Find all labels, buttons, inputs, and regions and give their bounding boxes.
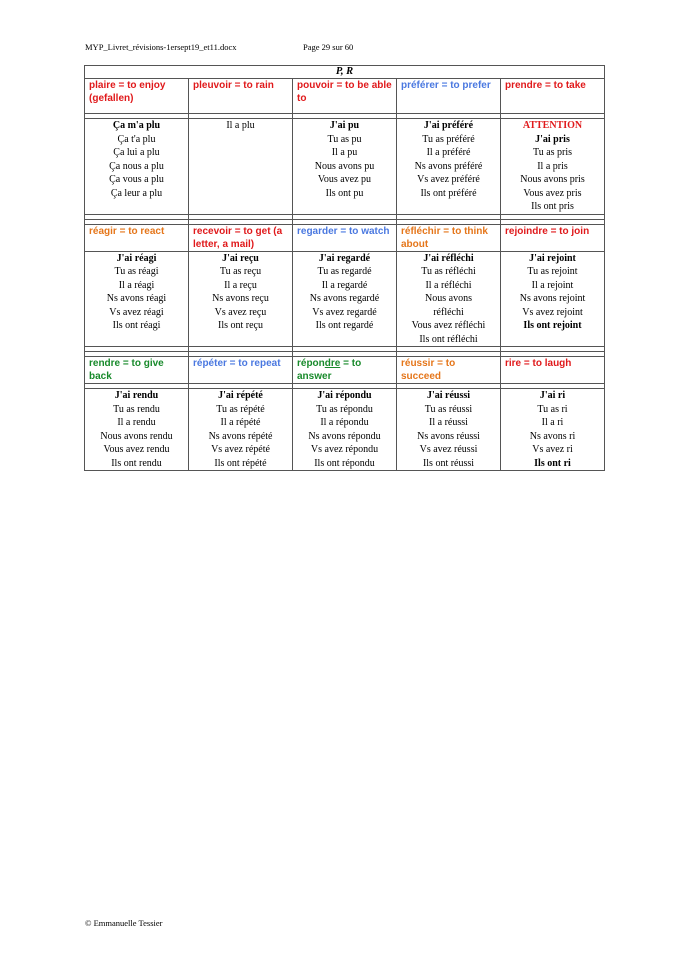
verb-head-repondre-meaning: = to answer: [297, 358, 362, 382]
form-line: Vs avez réagi: [109, 306, 164, 318]
header-filename: MYP_Livret_révisions-1ersept19_et11.docx: [85, 42, 237, 52]
form-line: Vs avez reçu: [214, 306, 267, 318]
forms-preferer: [397, 119, 501, 215]
form-line: Il a préféré: [426, 147, 471, 158]
form-line: Vs avez ri: [532, 444, 573, 455]
forms-reagir: [85, 251, 189, 347]
verb-head-prendre: prendre = to take: [501, 79, 605, 114]
form-line: Ils ont préféré: [420, 187, 477, 199]
form-line: Il a répondu: [320, 417, 369, 428]
verb-table: [84, 65, 605, 471]
forms-prendre: [501, 119, 605, 215]
form-line: Ils ont rejoint: [523, 320, 582, 331]
form-line: J'ai répété: [218, 390, 263, 401]
forms-plaire: [85, 119, 189, 215]
form-line: Il a réussi: [429, 417, 468, 428]
forms-pleuvoir: [189, 119, 293, 215]
form-line: Tu as répété: [216, 403, 265, 415]
verb-head-reflechir: réfléchir = to think about: [397, 224, 501, 251]
verb-head-recevoir: recevoir = to get (a letter, a mail): [189, 224, 293, 251]
form-line: Il a répété: [220, 417, 261, 428]
form-line: Il a réfléchi: [425, 279, 472, 291]
form-line: Vous avez rendu: [103, 444, 170, 455]
verb-head-rire: rire = to laugh: [501, 357, 605, 384]
form-line: Ils ont répété: [214, 457, 267, 469]
verb-head-rendre: rendre = to give back: [85, 357, 189, 384]
forms-rendre: [85, 389, 189, 471]
forms-recevoir: [189, 251, 293, 347]
form-line: J'ai pris: [535, 133, 570, 145]
form-line: Il a ri: [541, 417, 564, 428]
form-line: J'ai préféré: [423, 120, 474, 131]
verb-head-regarder: regarder = to watch: [293, 224, 397, 251]
forms-regarder: [293, 251, 397, 347]
footer-copyright: © Emmanuelle Tessier: [85, 918, 163, 928]
verb-head-row: [85, 79, 605, 114]
verb-head-reussir: réussir = to succeed: [397, 357, 501, 384]
form-line: Ils ont regardé: [315, 320, 374, 331]
form-line: J'ai rejoint: [529, 252, 576, 264]
form-line: Il a reçu: [224, 279, 257, 291]
verb-head-plaire: plaire = to enjoy (gefallen): [85, 79, 189, 114]
form-line: Tu as pu: [327, 133, 362, 145]
verb-head-row: [85, 357, 605, 384]
form-line: J'ai réagi: [116, 252, 157, 264]
form-line: Ns avons préféré: [414, 160, 483, 172]
forms-pouvoir: [293, 119, 397, 215]
form-line: Il a pris: [537, 160, 568, 172]
form-line: J'ai réfléchi: [423, 252, 474, 264]
form-line: Ils ont pu: [325, 187, 364, 199]
form-line: J'ai regardé: [318, 252, 371, 264]
verb-head-repondre-stem: répon: [297, 358, 325, 369]
form-line: Vs avez rejoint: [522, 306, 583, 318]
header-page-number: Page 29 sur 60: [303, 42, 354, 52]
verb-head-repondre-ending: dre: [324, 358, 341, 369]
form-line: Tu as rejoint: [527, 266, 578, 277]
form-line: Tu as regardé: [317, 266, 372, 277]
form-line: Il a rejoint: [531, 279, 574, 291]
form-line: Ils ont reçu: [218, 320, 263, 331]
form-line: Nous avons pu: [314, 160, 375, 172]
form-line: Il a pu: [331, 147, 358, 158]
form-line: Vs avez préféré: [417, 174, 480, 185]
forms-rejoindre: [501, 251, 605, 347]
form-line: Vous avez pris: [523, 187, 582, 199]
conjugation-row: [85, 251, 605, 347]
form-line: Ça nous a plu: [109, 160, 164, 172]
form-line: Ns avons regardé: [309, 293, 380, 304]
verb-head-row: [85, 224, 605, 251]
form-line: Ns avons répété: [208, 430, 273, 442]
form-line: Ça leur a plu: [110, 187, 163, 199]
verb-head-rejoindre: rejoindre = to join: [501, 224, 605, 251]
form-line: J'ai ri: [539, 390, 566, 401]
form-line: Ça m'a plu: [112, 120, 161, 131]
form-line: Ils ont rendu: [111, 457, 162, 469]
form-line: J'ai réussi: [426, 390, 471, 401]
form-line: Nous avons: [425, 293, 472, 304]
form-line: Ils ont répondu: [314, 457, 375, 469]
verb-head-repeter: répéter = to repeat: [189, 357, 293, 384]
form-line: Nous avons rendu: [100, 430, 173, 442]
table-title: P, R: [85, 66, 605, 79]
form-line: J'ai rendu: [114, 390, 159, 401]
form-line: Tu as répondu: [316, 403, 373, 415]
form-line: Ils ont réussi: [422, 457, 475, 469]
form-line: Ils ont réagi: [112, 320, 161, 331]
form-line: Ns avons réagi: [106, 293, 167, 304]
form-line: Il a plu: [226, 120, 255, 131]
forms-repeter: [189, 389, 293, 471]
forms-repondre: [293, 389, 397, 471]
form-line: Ns avons réussi: [417, 430, 480, 442]
form-line: Tu as ri: [537, 403, 568, 415]
form-line: Ça vous a plu: [109, 174, 164, 185]
forms-reflechir: [397, 251, 501, 347]
form-line: Tu as réussi: [424, 403, 473, 415]
form-line: Ils ont réfléchi: [419, 333, 478, 345]
form-line: Tu as rendu: [113, 403, 160, 415]
form-line: Ça lui a plu: [113, 147, 160, 158]
form-line: Tu as préféré: [422, 133, 475, 145]
form-line: Vs avez répété: [211, 444, 270, 455]
form-line: Ns avons rejoint: [519, 293, 586, 304]
verb-head-pleuvoir: pleuvoir = to rain: [189, 79, 293, 114]
form-line: réfléchi: [433, 306, 464, 318]
form-line: Ils ont pris: [531, 201, 574, 212]
form-line: Tu as pris: [532, 147, 573, 158]
form-line: Il a rendu: [117, 417, 156, 428]
conjugation-row: [85, 119, 605, 215]
form-line: Ils ont ri: [534, 457, 571, 469]
form-line: Vous avez réfléchi: [411, 320, 486, 331]
verb-head-preferer: préférer = to prefer: [397, 79, 501, 114]
form-line: Nous avons pris: [520, 174, 585, 185]
form-line: Ns avons reçu: [212, 293, 269, 304]
form-line: Vs avez répondu: [310, 444, 379, 455]
form-line: Tu as réagi: [114, 266, 159, 277]
form-line: Ça t'a plu: [117, 133, 156, 145]
conjugation-row: [85, 389, 605, 471]
form-line: Tu as réfléchi: [421, 266, 476, 277]
verb-head-repondre: [293, 357, 397, 384]
form-line: Il a regardé: [321, 279, 368, 291]
form-line: Vs avez réussi: [419, 444, 478, 455]
form-line: Vs avez regardé: [312, 306, 377, 318]
form-line: Vous avez pu: [317, 174, 372, 185]
form-line: Ns avons ri: [529, 430, 576, 442]
form-line: Tu as reçu: [219, 266, 262, 277]
verb-head-pouvoir: pouvoir = to be able to: [293, 79, 397, 114]
forms-reussir: [397, 389, 501, 471]
form-line: J'ai répondu: [317, 390, 372, 401]
form-line: J'ai reçu: [222, 252, 259, 264]
forms-rire: [501, 389, 605, 471]
attention-label: ATTENTION: [522, 120, 583, 131]
form-line: J'ai pu: [329, 120, 360, 131]
form-line: Il a réagi: [118, 279, 155, 291]
verb-head-reagir: réagir = to react: [85, 224, 189, 251]
form-line: Ns avons répondu: [308, 430, 381, 442]
